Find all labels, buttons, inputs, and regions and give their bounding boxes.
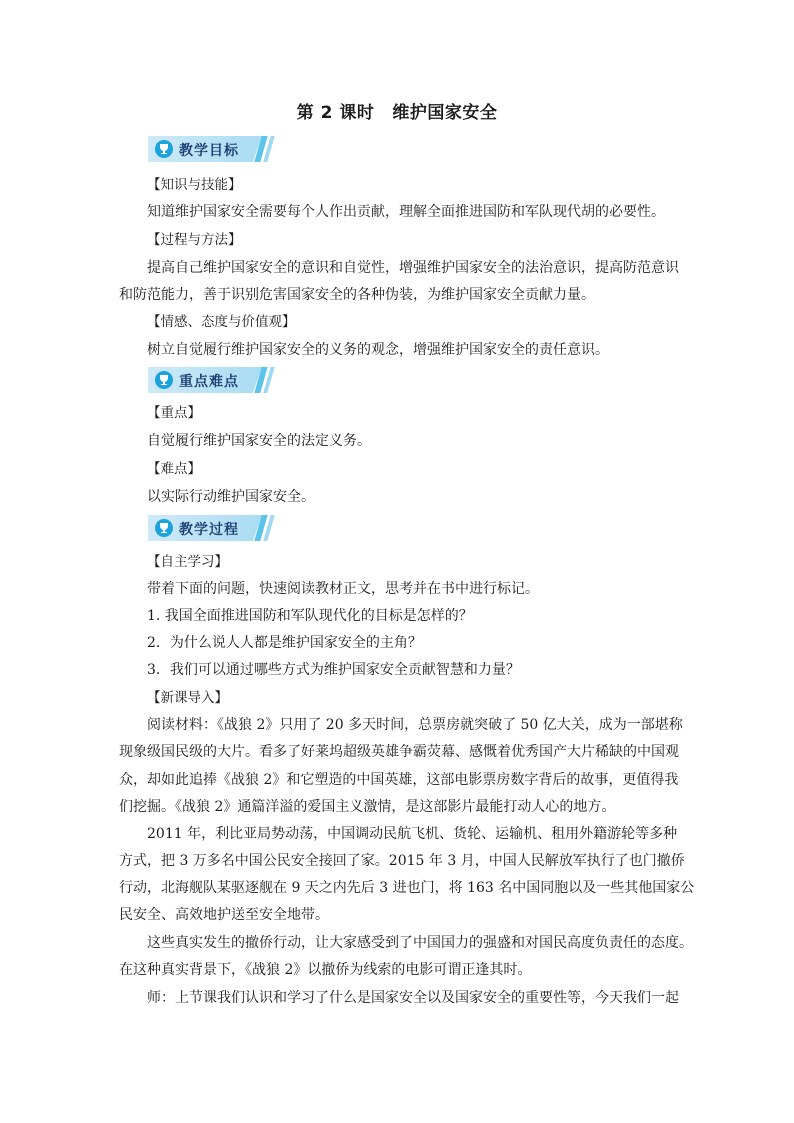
para3-line-1: 这些真实发生的撤侨行动，让大家感受到了中国国力的强盛和对国民高度负责任的态度。 <box>147 935 693 951</box>
para1-line-1: 阅读材料：《战狼 2》只用了 20 多天时间，总票房就突破了 50 亿大关，成为一部堪称 <box>147 717 683 733</box>
self-study-intro: 带着下面的问题，快速阅读教材正文，思考并在书中进行标记。 <box>147 581 539 597</box>
banner-teaching-goals <box>148 136 276 162</box>
page-title <box>0 98 794 123</box>
question-1: 1. 我国全面推进国防和军队现代化的目标是怎样的？ <box>147 608 473 624</box>
para2-line-3: 行动，北海舰队某驱逐舰在 9 天之内先后 3 进也门，将 163 名中国同胞以及一些其他国家公 <box>119 880 695 896</box>
self-study-heading: 【自主学习】 <box>147 554 228 570</box>
banner-teaching-process <box>148 515 276 541</box>
key-heading: 【重点】 <box>147 405 201 421</box>
emotion-heading: 【情感、态度与价值观】 <box>147 314 296 330</box>
para2-line-1: 2011 年，利比亚局势动荡，中国调动民航飞机、货轮、运输机、租用外籍游轮等多种 <box>147 826 678 842</box>
lesson-topic: 维护国家安全 <box>392 103 498 123</box>
question-3: 3．我们可以通过哪些方式为维护国家安全贡献智慧和力量？ <box>147 662 520 678</box>
trophy-icon <box>155 140 173 158</box>
process-text-2: 和防范能力，善于识别危害国家安全的各种伪装，为维护国家安全贡献力量。 <box>119 287 595 303</box>
para2-line-4: 民安全、高效地护送至安全地带。 <box>119 907 329 923</box>
para3-line-2: 在这种真实背景下，《战狼 2》以撤侨为线索的电影可谓正逢其时。 <box>119 962 532 978</box>
banner-label: 教学过程 <box>179 522 239 538</box>
para1-line-2: 现象级国民级的大片。看多了好莱坞超级英雄争霸荧幕、感慨着优秀国产大片稀缺的中国观 <box>119 744 679 760</box>
process-text-1: 提高自己维护国家安全的意识和自觉性，增强维护国家安全的法治意识，提高防范意识 <box>147 260 679 276</box>
lesson-number: 第 2 课时 <box>296 103 375 123</box>
new-lesson-heading: 【新课导入】 <box>147 690 228 706</box>
banner-key-points <box>148 367 276 393</box>
trophy-icon <box>155 371 173 389</box>
banner-label: 重点难点 <box>179 374 239 390</box>
emotion-text: 树立自觉履行维护国家安全的义务的观念，增强维护国家安全的责任意识。 <box>147 342 609 358</box>
difficulty-heading: 【难点】 <box>147 461 201 477</box>
difficulty-text: 以实际行动维护国家安全。 <box>147 489 315 505</box>
question-2: 2．为什么说人人都是维护国家安全的主角？ <box>147 635 422 651</box>
para1-line-4: 们挖掘。《战狼 2》通篇洋溢的爱国主义激情，是这部影片最能打动人心的地方。 <box>119 799 616 815</box>
process-heading: 【过程与方法】 <box>147 232 242 248</box>
key-text: 自觉履行维护国家安全的法定义务。 <box>147 433 371 449</box>
para1-line-3: 众，却如此追捧《战狼 2》和它塑造的中国英雄，这部电影票房数字背后的故事，更值得我 <box>119 772 679 788</box>
knowledge-heading: 【知识与技能】 <box>147 177 242 193</box>
knowledge-text: 知道维护国家安全需要每个人作出贡献，理解全面推进国防和军队现代胡的必要性。 <box>147 204 665 220</box>
trophy-icon <box>155 519 173 537</box>
banner-label: 教学目标 <box>179 143 239 159</box>
para4-line-1: 师：上节课我们认识和学习了什么是国家安全以及国家安全的重要性等，今天我们一起 <box>147 990 679 1006</box>
para2-line-2: 方式，把 3 万多名中国公民安全接回了家。2015 年 3 月，中国人民解放军执行了也门撤侨 <box>119 853 685 869</box>
